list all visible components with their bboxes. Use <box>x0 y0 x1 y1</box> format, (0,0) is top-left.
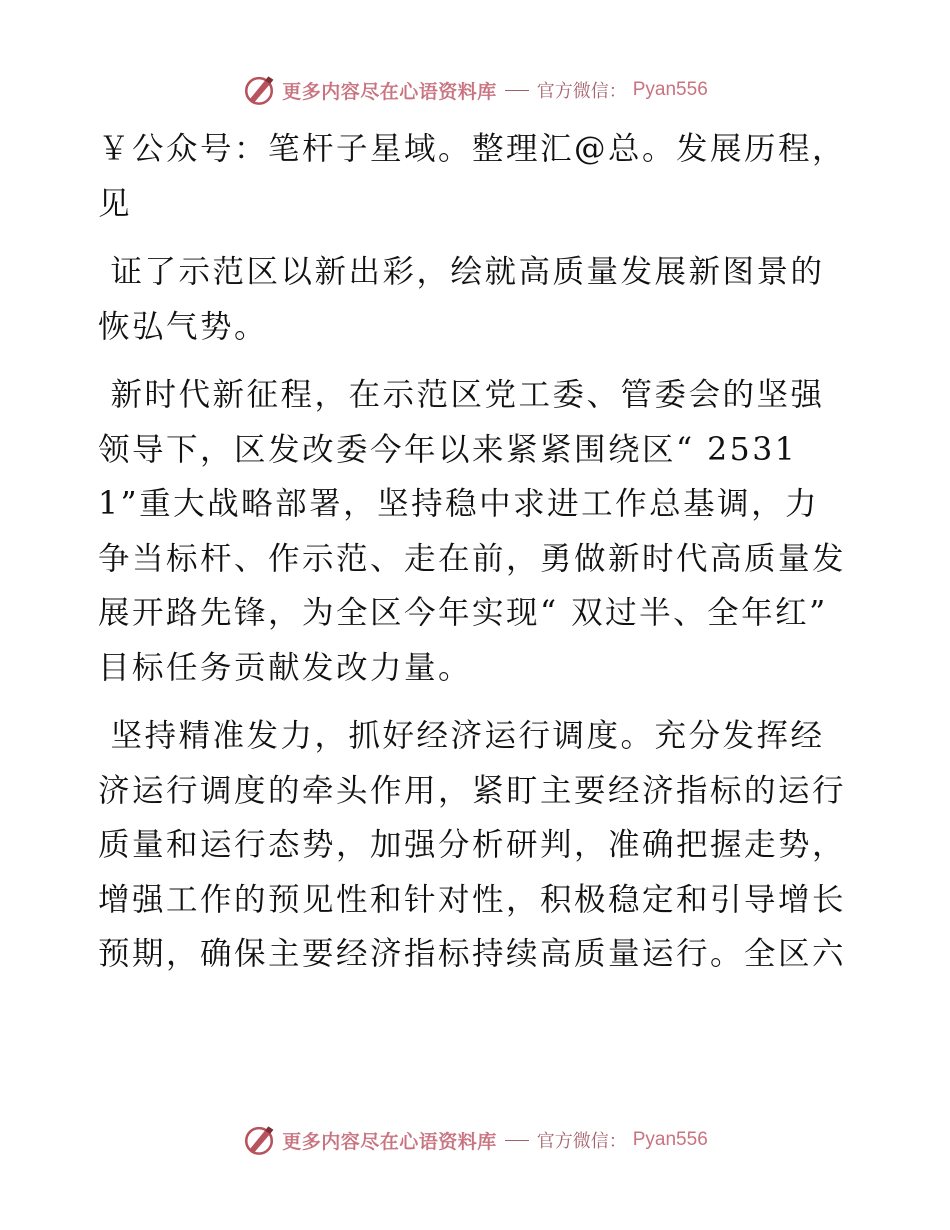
document-body <box>98 122 852 982</box>
paragraph: 新时代新征程，在示范区党工委、管委会的坚强领导下，区发改委今年以来紧紧围绕区“ 25311”重大战略部署，坚持稳中求进工作总基调，力争当标杆、作示范、走在前，勇做新时代高质量发展开路先锋，为全区今年实现“ 双过半、全年红” 目标任务贡献发改力量。 <box>98 377 847 686</box>
footer-watermark <box>0 1120 950 1160</box>
watermark-brand: 更多内容尽在心语资料库 <box>282 1130 497 1153</box>
watermark-wechat-label: 官方微信： <box>536 1131 627 1152</box>
header-watermark <box>0 70 950 110</box>
watermark-divider <box>505 90 529 91</box>
watermark-brand: 更多内容尽在心语资料库 <box>282 80 497 103</box>
pen-in-circle-icon <box>242 1123 276 1157</box>
paragraph: 坚持精准发力，抓好经济运行调度。充分发挥经济运行调度的牵头作用，紧盯主要经济指标的运行质量和运行态势，加强分析研判，准确把握走势，增强工作的预见性和针对性，积极稳定和引导增长预期，确保主要经济指标持续高质量运行。全区六 <box>98 718 847 972</box>
paragraph: ￥公众号：笔杆子星域。整理汇@总。发展历程，见 <box>98 131 847 222</box>
paragraph: 证了示范区以新出彩，绘就高质量发展新图景的恢弘气势。 <box>98 254 825 345</box>
watermark-wechat-id: Pyan556 <box>632 79 708 100</box>
pen-in-circle-icon <box>242 73 276 107</box>
watermark-wechat-label: 官方微信： <box>536 81 627 102</box>
watermark-divider <box>505 1140 529 1141</box>
watermark-wechat-id: Pyan556 <box>632 1129 708 1150</box>
